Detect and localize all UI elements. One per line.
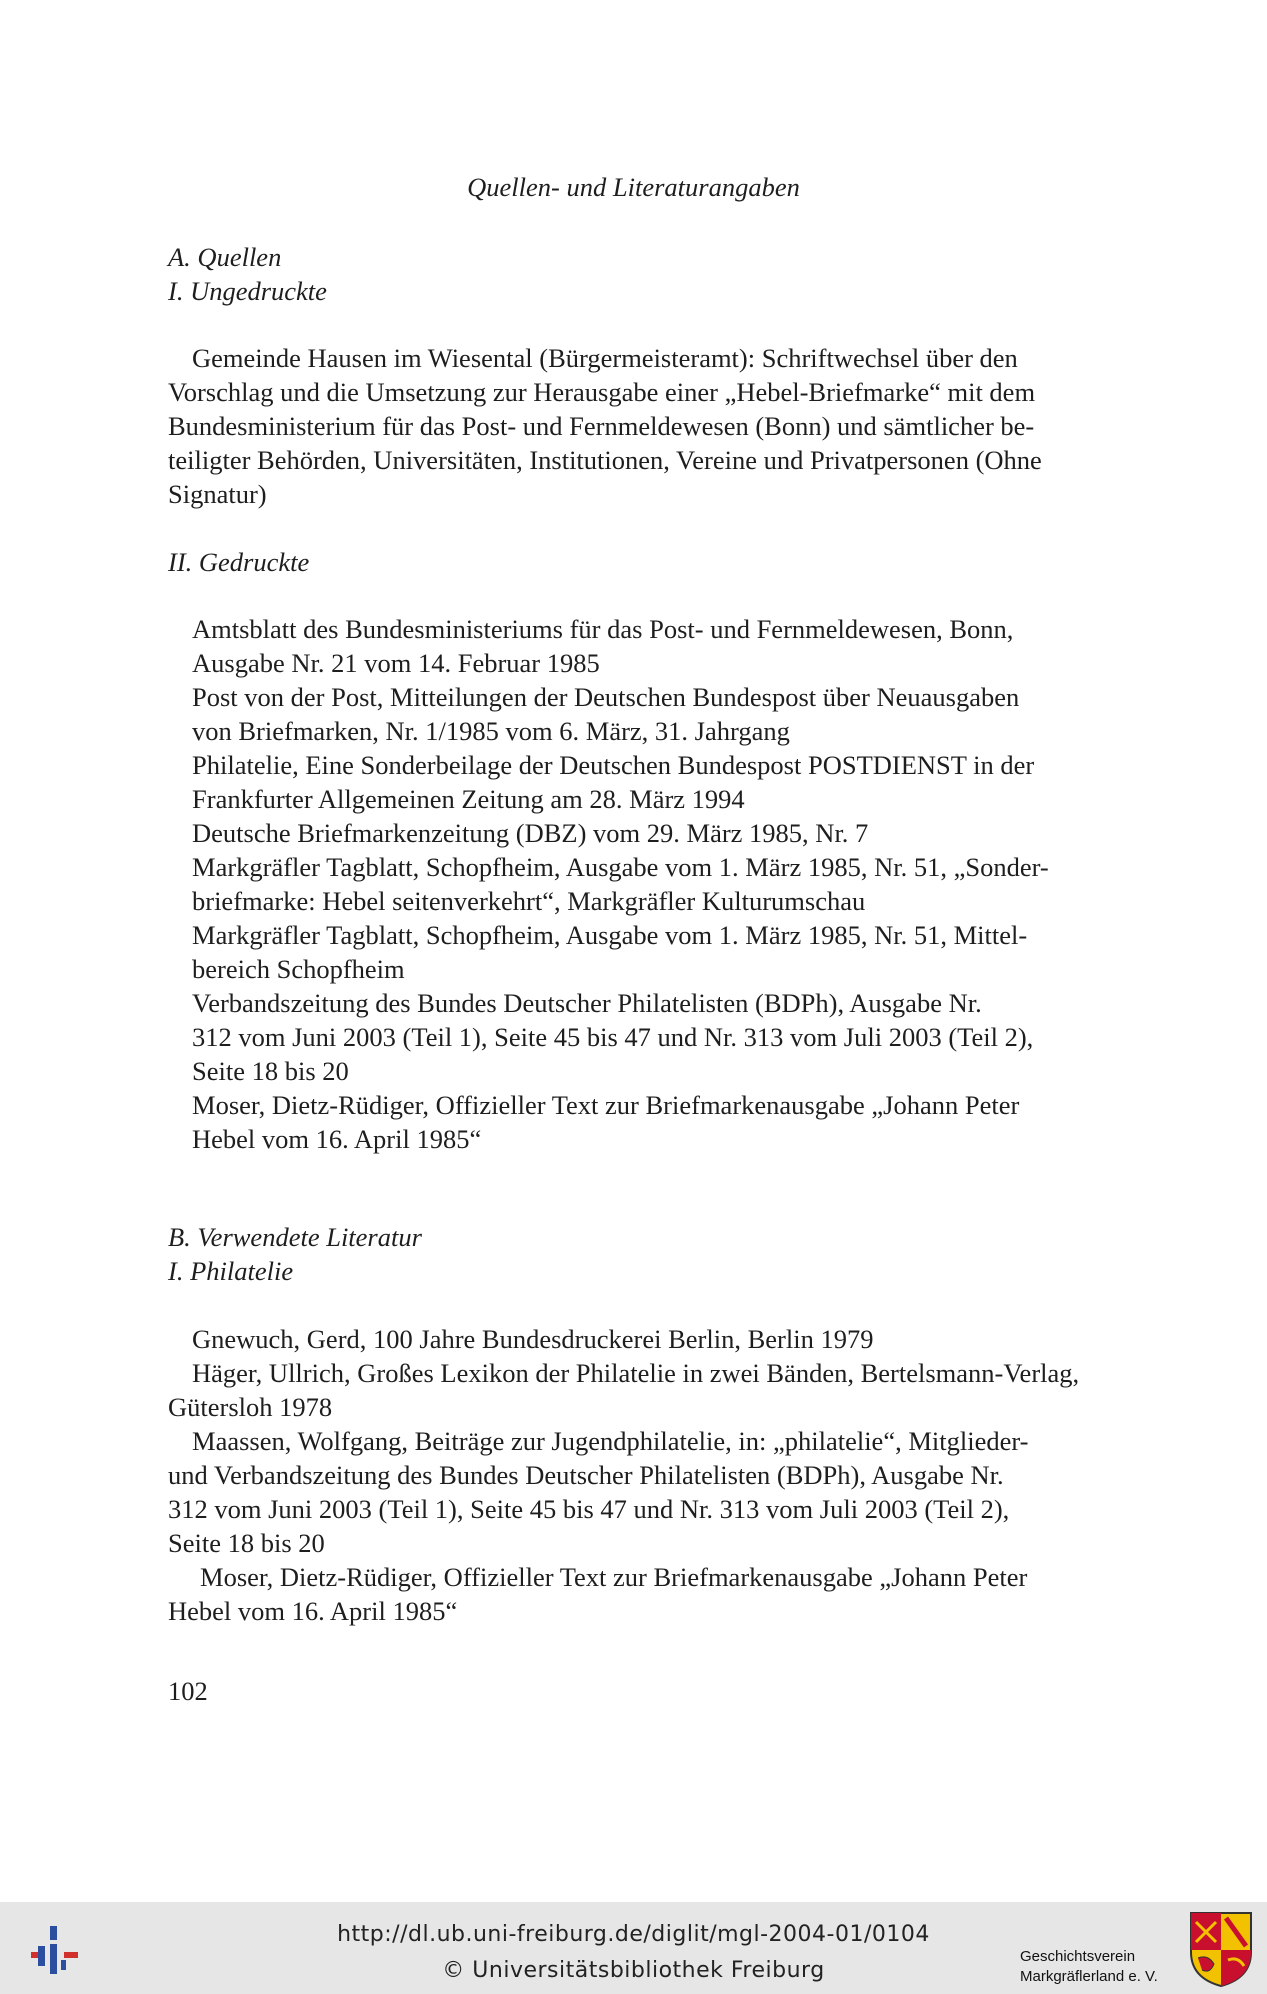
gedruckte-line: Seite 18 bis 20 [192, 1056, 349, 1086]
gedruckte-line: Deutsche Briefmarkenzeitung (DBZ) vom 29. März 1985, Nr. 7 [192, 818, 869, 848]
document-url-link[interactable]: http://dl.ub.uni-freiburg.de/diglit/mgl-2004-01/0104 [337, 1922, 930, 1947]
section-b1-heading: I. Philatelie [168, 1256, 294, 1286]
viewer-footer [0, 1902, 1267, 1994]
page-header: Quellen- und Literaturangaben [467, 172, 800, 202]
society-name-line1: Geschichtsverein [1020, 1948, 1136, 1965]
ungedruckte-line: Bundesministerium für das Post- und Fernmeldewesen (Bonn) und sämtlicher be- [168, 411, 1035, 441]
gedruckte-line: Verbandszeitung des Bundes Deutscher Philatelisten (BDPh), Ausgabe Nr. [192, 988, 982, 1018]
page-number: 102 [168, 1676, 208, 1706]
gedruckte-line: 312 vom Juni 2003 (Teil 1), Seite 45 bis 47 und Nr. 313 vom Juli 2003 (Teil 2), [192, 1022, 1034, 1052]
coat-of-arms-icon [1188, 1910, 1254, 1988]
section-b-heading: B. Verwendete Literatur [168, 1222, 422, 1252]
philatelie-line: Moser, Dietz-Rüdiger, Offizieller Text zur Briefmarkenausgabe „Johann Peter [200, 1562, 1028, 1592]
philatelie-line: 312 vom Juni 2003 (Teil 1), Seite 45 bis 47 und Nr. 313 vom Juli 2003 (Teil 2), [168, 1494, 1010, 1524]
philatelie-line: und Verbandszeitung des Bundes Deutscher Philatelisten (BDPh), Ausgabe Nr. [168, 1460, 1004, 1490]
ungedruckte-line: Gemeinde Hausen im Wiesental (Bürgermeisteramt): Schriftwechsel über den [192, 343, 1018, 373]
philatelie-line: Gütersloh 1978 [168, 1392, 333, 1422]
copyright-text: © Universitätsbibliothek Freiburg [442, 1958, 825, 1983]
ungedruckte-line: teiligter Behörden, Universitäten, Institutionen, Vereine und Privatpersonen (Ohne [168, 445, 1042, 475]
gedruckte-line: Frankfurter Allgemeinen Zeitung am 28. März 1994 [192, 784, 745, 814]
gedruckte-line: Hebel vom 16. April 1985“ [192, 1124, 482, 1154]
ungedruckte-line: Vorschlag und die Umsetzung zur Herausgabe einer „Hebel-Briefmarke“ mit dem [168, 377, 1036, 407]
section-a1-heading: I. Ungedruckte [168, 276, 327, 306]
gedruckte-line: Amtsblatt des Bundesministeriums für das Post- und Fernmeldewesen, Bonn, [192, 614, 1014, 644]
gedruckte-line: Post von der Post, Mitteilungen der Deutschen Bundespost über Neuausgaben [192, 682, 1020, 712]
gedruckte-line: Philatelie, Eine Sonderbeilage der Deutschen Bundespost POSTDIENST in der [192, 750, 1035, 780]
gedruckte-line: briefmarke: Hebel seitenverkehrt“, Markgräfler Kulturumschau [192, 886, 866, 916]
ungedruckte-line: Signatur) [168, 479, 267, 509]
philatelie-line: Seite 18 bis 20 [168, 1528, 325, 1558]
section-a-heading: A. Quellen [168, 242, 282, 272]
gedruckte-line: Moser, Dietz-Rüdiger, Offizieller Text zur Briefmarkenausgabe „Johann Peter [192, 1090, 1020, 1120]
section-a2-heading: II. Gedruckte [168, 547, 310, 577]
philatelie-line: Hebel vom 16. April 1985“ [168, 1596, 458, 1626]
gedruckte-line: Ausgabe Nr. 21 vom 14. Februar 1985 [192, 648, 600, 678]
philatelie-line: Maassen, Wolfgang, Beiträge zur Jugendphilatelie, in: „philatelie“, Mitglieder- [192, 1426, 1029, 1456]
gedruckte-line: Markgräfler Tagblatt, Schopfheim, Ausgabe vom 1. März 1985, Nr. 51, „Sonder- [192, 852, 1049, 882]
philatelie-line: Häger, Ullrich, Großes Lexikon der Philatelie in zwei Bänden, Bertelsmann-Verlag, [192, 1358, 1080, 1388]
gedruckte-line: bereich Schopfheim [192, 954, 405, 984]
society-name-line2: Markgräflerland e. V. [1020, 1968, 1158, 1985]
gedruckte-line: Markgräfler Tagblatt, Schopfheim, Ausgabe vom 1. März 1985, Nr. 51, Mittel- [192, 920, 1028, 950]
philatelie-line: Gnewuch, Gerd, 100 Jahre Bundesdruckerei Berlin, Berlin 1979 [192, 1324, 874, 1354]
gedruckte-line: von Briefmarken, Nr. 1/1985 vom 6. März, 31. Jahrgang [192, 716, 790, 746]
